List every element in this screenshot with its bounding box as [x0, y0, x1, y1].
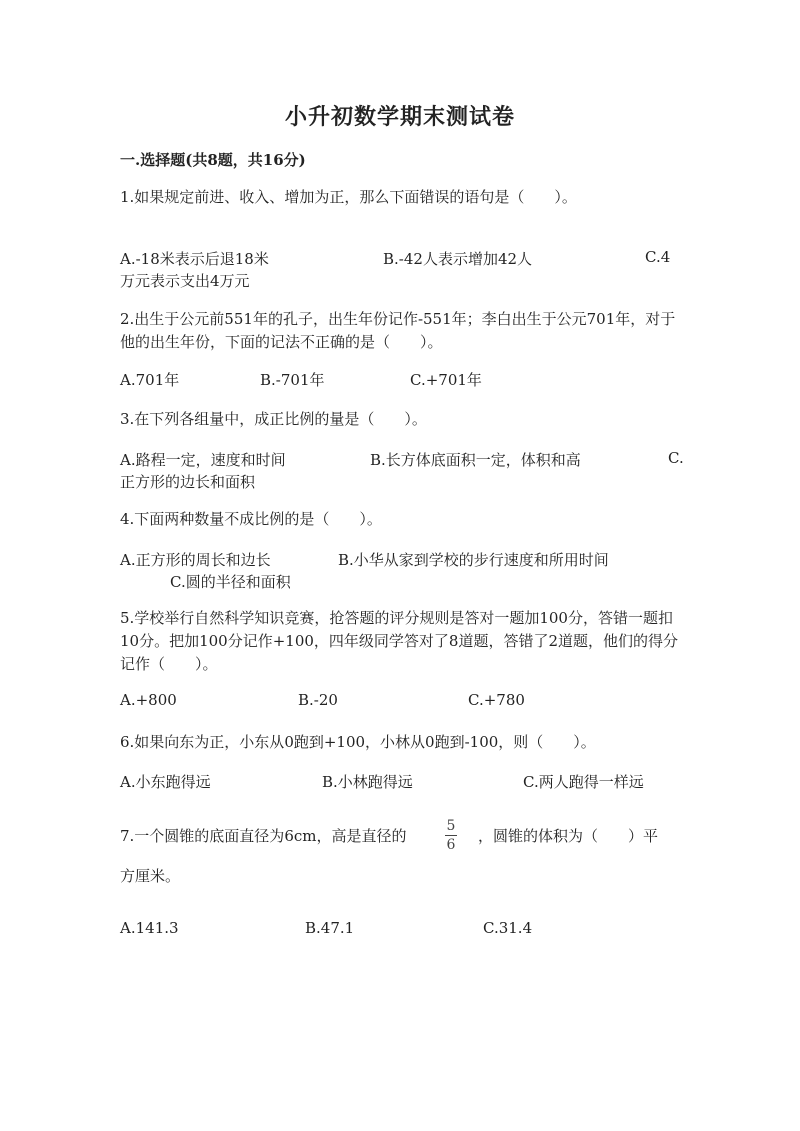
page-title: 小升初数学期末测试卷	[284, 104, 515, 130]
q6-option-c[interactable]: C.两人跑得一样远	[523, 773, 644, 791]
question-3: 3.在下列各组量中，成正比例的量是（ ）。	[120, 410, 427, 428]
question-6: 6.如果向东为正，小东从0跑到+100，小林从0跑到-100，则（ ）。	[120, 733, 596, 751]
q4-option-c[interactable]: C.圆的半径和面积	[170, 573, 291, 591]
q3-option-c[interactable]: C.	[668, 449, 684, 467]
question-4: 4.下面两种数量不成比例的是（ ）。	[120, 510, 382, 528]
q4-option-b[interactable]: B.小华从家到学校的步行速度和所用时间	[338, 551, 609, 569]
q7-option-c[interactable]: C.31.4	[483, 919, 533, 937]
q5-option-b[interactable]: B.-20	[298, 691, 338, 709]
q2-option-c[interactable]: C.+701年	[410, 371, 482, 389]
fraction-five-sixths	[445, 818, 457, 853]
question-5: 5.学校举行自然科学知识竞赛，抢答题的评分规则是答对一题加100分，答错一题扣10分。把加100分记作+100，四年级同学答对了8道题，答错了2道题，他们的得分记作（ ）。	[120, 609, 679, 673]
q2-option-a[interactable]: A.701年	[120, 371, 180, 389]
q2-option-b[interactable]: B.-701年	[260, 371, 325, 389]
fraction-denominator: 6	[446, 837, 456, 853]
q1-option-c[interactable]: C.4	[645, 248, 671, 266]
q3-option-c-cont: 正方形的边长和面积	[120, 473, 256, 491]
q3-option-a[interactable]: A.路程一定，速度和时间	[120, 451, 286, 469]
fraction-bar	[445, 835, 457, 836]
q7-option-a[interactable]: A.141.3	[120, 919, 179, 937]
q3-option-b[interactable]: B.长方体底面积一定，体积和高	[370, 451, 581, 469]
q4-option-a[interactable]: A.正方形的周长和边长	[120, 551, 271, 569]
q5-option-a[interactable]: A.+800	[120, 691, 177, 709]
q1-option-b[interactable]: B.-42人表示增加42人	[383, 250, 533, 268]
question-7-part1: 7.一个圆锥的底面直径为6cm，高是直径的	[120, 827, 407, 845]
q1-option-c-cont: 万元表示支出4万元	[120, 272, 250, 290]
fraction-numerator: 5	[446, 818, 456, 834]
q6-option-b[interactable]: B.小林跑得远	[322, 773, 413, 791]
question-7-part3: 方厘米。	[120, 867, 181, 885]
q1-option-a[interactable]: A.-18米表示后退18米	[120, 250, 269, 268]
q6-option-a[interactable]: A.小东跑得远	[120, 773, 211, 791]
question-2: 2.出生于公元前551年的孔子，出生年份记作-551年；李白出生于公元701年，对于他的出生年份，下面的记法不正确的是（ ）。	[120, 310, 676, 351]
q7-option-b[interactable]: B.47.1	[305, 919, 355, 937]
q5-option-c[interactable]: C.+780	[468, 691, 525, 709]
section-heading: 一.选择题(共8题，共16分)	[120, 151, 306, 169]
question-7-part2: ，圆锥的体积为（ ）平	[478, 827, 659, 845]
question-1: 1.如果规定前进、收入、增加为正，那么下面错误的语句是（ ）。	[120, 188, 577, 206]
